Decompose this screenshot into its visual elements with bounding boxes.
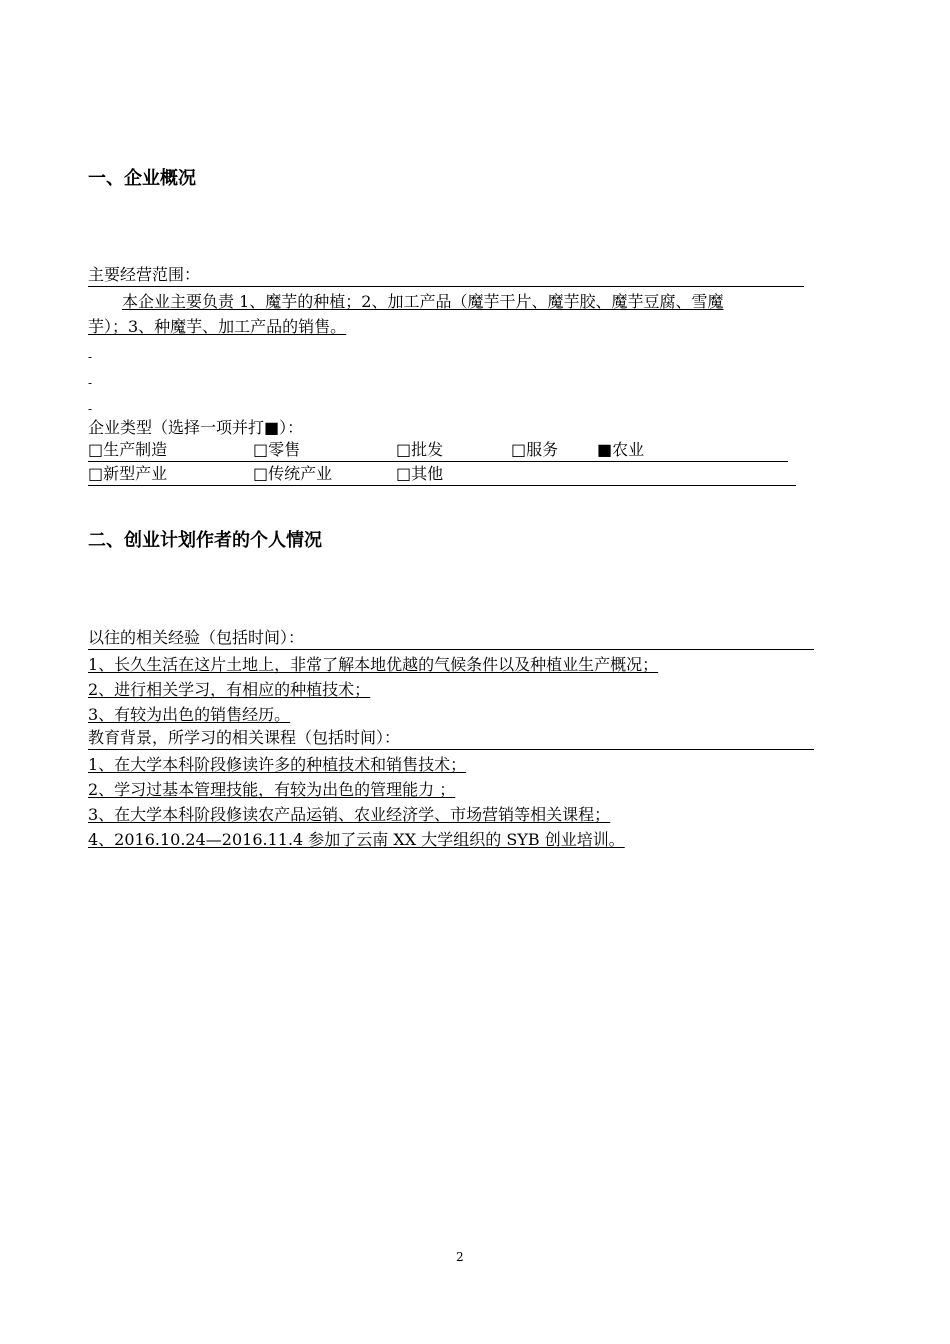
- experience-item: 2、进行相关学习，有相应的种植技术；: [88, 680, 371, 699]
- scope-text-line-1: 本企业主要负责 1、魔芋的种植；2、加工产品（魔芋干片、魔芋胶、魔芋豆腐、雪魔: [122, 292, 724, 311]
- education-label: 教育背景，所学习的相关课程（包括时间）：: [88, 728, 401, 747]
- experience-item: 1、长久生活在这片土地上，非常了解本地优越的气候条件以及种植业生产概况；: [88, 655, 659, 674]
- blank-mark: -: [88, 350, 93, 364]
- type-option-new-industry[interactable]: □新型产业: [88, 464, 168, 483]
- type-row-1: [88, 439, 788, 462]
- education-label-line: [88, 727, 814, 750]
- blank-mark: -: [88, 376, 93, 390]
- education-item: 1、在大学本科阶段修读许多的种植技术和销售技术；: [88, 755, 467, 774]
- section1-heading: 一、企业概况: [88, 168, 196, 189]
- education-item: 2、学习过基本管理技能，有较为出色的管理能力 ；: [88, 780, 456, 799]
- type-row-2: [88, 463, 796, 486]
- type-label: 企业类型（选择一项并打■）：: [88, 418, 304, 437]
- type-option-wholesale[interactable]: □批发: [396, 440, 444, 459]
- experience-label-line: [88, 627, 814, 650]
- scope-label: 主要经营范围：: [88, 265, 201, 284]
- scope-label-line: [88, 264, 804, 287]
- type-option-agriculture[interactable]: ■农业: [597, 440, 645, 459]
- blank-mark: -: [88, 402, 93, 416]
- experience-item: 3、有较为出色的销售经历。: [88, 705, 291, 724]
- section2-heading: 二、创业计划作者的个人情况: [88, 530, 322, 551]
- type-option-traditional-industry[interactable]: □传统产业: [253, 464, 333, 483]
- scope-text-line-2: 芋）；3、种魔芋、加工产品的销售。: [88, 317, 347, 336]
- type-option-manufacturing[interactable]: □生产制造: [88, 440, 168, 459]
- type-option-service[interactable]: □服务: [511, 440, 559, 459]
- education-item: 4、2016.10.24—2016.11.4 参加了云南 XX 大学组织的 SYB 创业培训。: [88, 830, 625, 849]
- experience-label: 以往的相关经验（包括时间）：: [88, 628, 305, 647]
- page-number: 2: [456, 1250, 464, 1264]
- education-item: 3、在大学本科阶段修读农产品运销、农业经济学、市场营销等相关课程；: [88, 805, 611, 824]
- type-option-other[interactable]: □其他: [396, 464, 444, 483]
- type-option-retail[interactable]: □零售: [253, 440, 301, 459]
